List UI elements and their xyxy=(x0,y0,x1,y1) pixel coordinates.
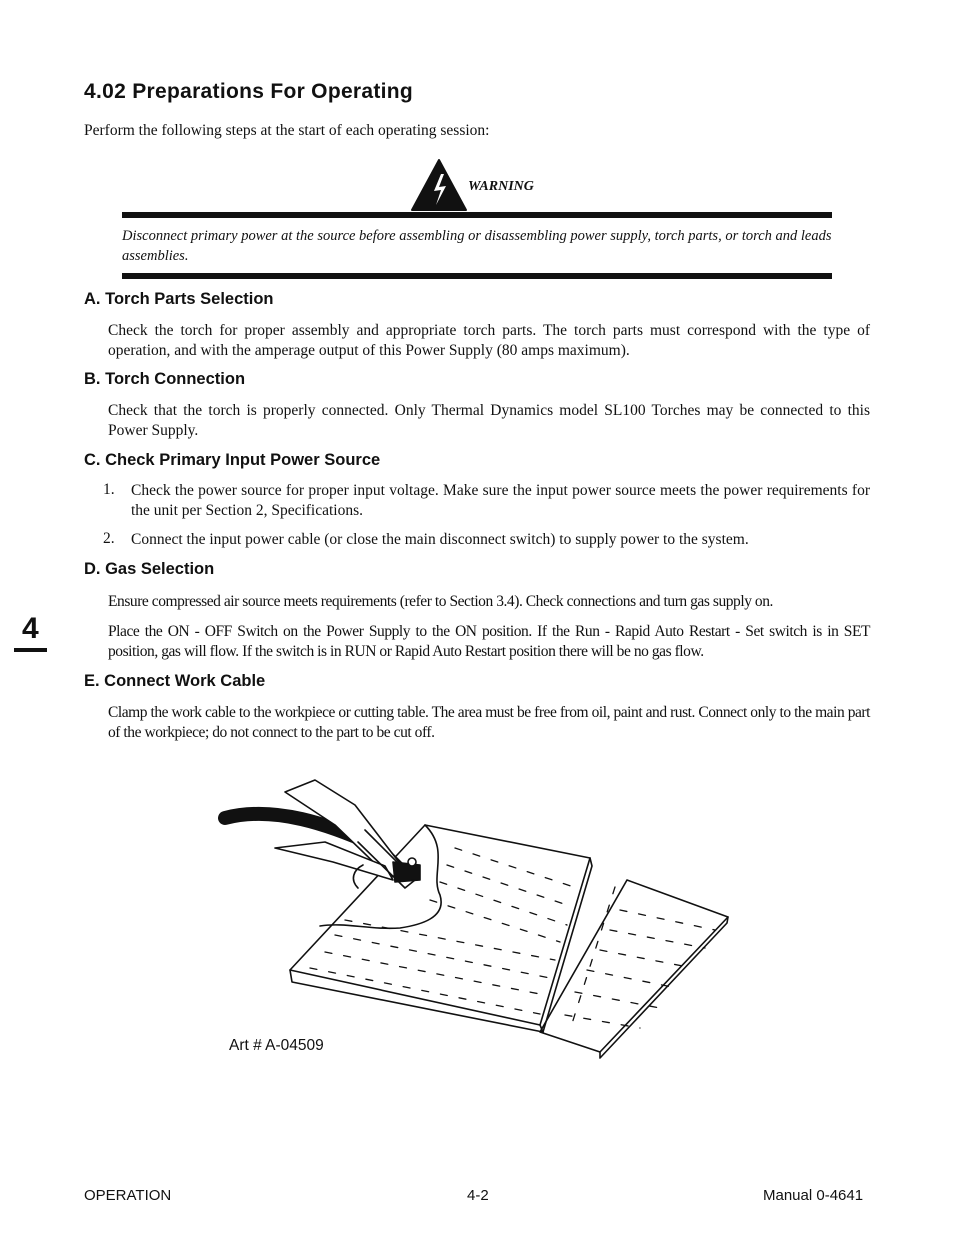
section-d-paragraph-1: Ensure compressed air source meets requirements (refer to Section 3.4). Check connections and turn gas supply on. xyxy=(108,593,773,610)
footer-right: Manual 0-4641 xyxy=(763,1187,864,1204)
footer-left: OPERATION xyxy=(84,1187,172,1204)
chapter-tab-rule xyxy=(14,648,47,652)
warning-text: Disconnect primary power at the source before assembling or disassembling power supply, torch parts, or torch and leads assemblies. xyxy=(122,228,832,264)
list-item-number: 1. xyxy=(103,481,115,498)
list-item-text: Check the power source for proper input voltage. Make sure the input power source meets the power requirements for the unit per Section 2, Specifications. xyxy=(131,482,870,519)
section-d-title: D. Gas Selection xyxy=(84,560,215,578)
section-e-body: Clamp the work cable to the workpiece or cutting table. The area must be free from oil, paint and rust. Connect only to the main part of the workpiece; do not connect to the part to be cut off. xyxy=(108,704,870,741)
section-heading: 4.02 Preparations For Operating xyxy=(84,80,414,103)
section-a-body: Check the torch for proper assembly and appropriate torch parts. The torch parts must correspond with the type of operation, and with the amperage output of this Power Supply (80 amps maximum). xyxy=(108,322,870,359)
section-c-title: C. Check Primary Input Power Source xyxy=(84,451,381,469)
list-item-number: 2. xyxy=(103,530,115,547)
section-d-paragraph-2: Place the ON - OFF Switch on the Power Supply to the ON position. If the Run - Rapid Auto Restart - Set switch is in SET position, gas will flow. If the switch is in RUN or Rapid Auto Restart position there will be no gas flow. xyxy=(108,623,870,660)
footer-page-number: 4-2 xyxy=(467,1187,489,1204)
warning-top-rule xyxy=(122,212,832,218)
warning-bottom-rule xyxy=(122,273,832,279)
figure-caption: Art # A-04509 xyxy=(229,1037,324,1054)
section-a-title: A. Torch Parts Selection xyxy=(84,290,274,308)
section-e-title: E. Connect Work Cable xyxy=(84,672,266,690)
section-b-title: B. Torch Connection xyxy=(84,370,246,388)
warning-label: WARNING xyxy=(468,179,534,194)
intro-text: Perform the following steps at the start of each operating session: xyxy=(84,122,490,139)
work-cable-clamp-illustration xyxy=(215,770,735,1060)
electrical-hazard-icon xyxy=(410,158,468,212)
list-item-text: Connect the input power cable (or close the main disconnect switch) to supply power to the system. xyxy=(131,531,749,548)
section-b-body: Check that the torch is properly connected. Only Thermal Dynamics model SL100 Torches may be connected to this Power Supply. xyxy=(108,402,870,439)
chapter-tab-number: 4 xyxy=(22,612,39,645)
